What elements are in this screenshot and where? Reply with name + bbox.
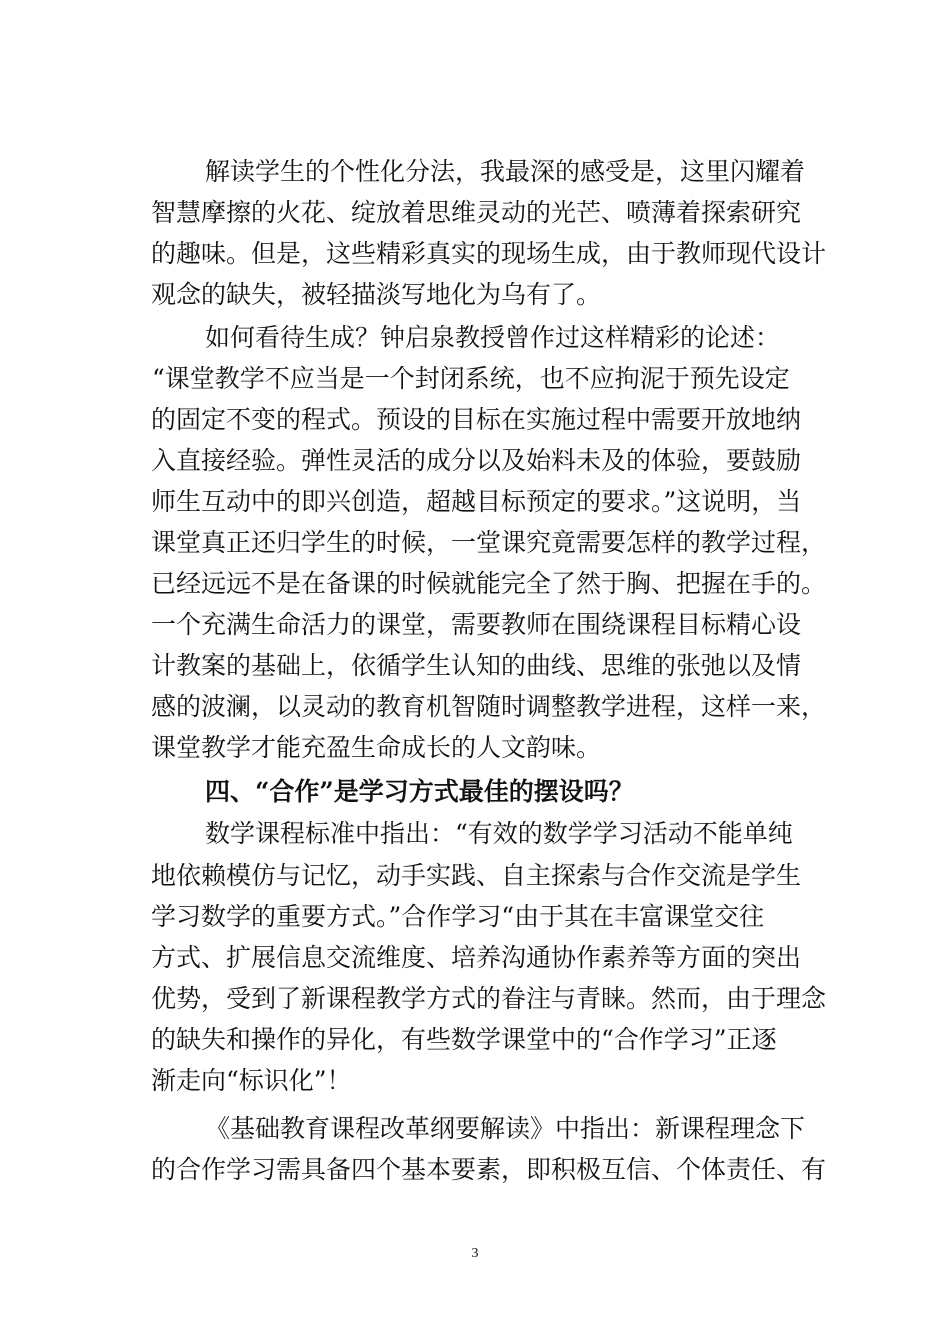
text-line: 观念的缺失，被轻描淡写地化为乌有了。 bbox=[151, 280, 602, 309]
section-heading: 四、“合作”是学习方式最佳的摆设吗？ bbox=[205, 777, 634, 806]
text-line: 数学课程标准中指出：“有效的数学学习活动不能单纯 bbox=[205, 819, 793, 848]
text-line: 入直接经验。弹性灵活的成分以及始料未及的体验，要鼓励 bbox=[151, 446, 802, 475]
text-line: 计教案的基础上，依循学生认知的曲线、思维的张弛以及情 bbox=[151, 651, 802, 680]
text-line: 《基础教育课程改革纲要解读》中指出：新课程理念下 bbox=[205, 1114, 806, 1143]
text-line: 的固定不变的程式。预设的目标在实施过程中需要开放地纳 bbox=[151, 405, 802, 434]
text-line: 优势，受到了新课程教学方式的眷注与青睐。然而，由于理念 bbox=[151, 984, 827, 1013]
text-line: 地依赖模仿与记忆，动手实践、自主探索与合作交流是学生 bbox=[151, 861, 802, 890]
text-line: 如何看待生成？钟启泉教授曾作过这样精彩的论述： bbox=[205, 323, 781, 352]
text-line: 方式、扩展信息交流维度、培养沟通协作素养等方面的突出 bbox=[151, 943, 802, 972]
text-line: 的趣味。但是，这些精彩真实的现场生成，由于教师现代设计 bbox=[151, 239, 827, 268]
text-line: “课堂教学不应当是一个封闭系统，也不应拘泥于预先设定 bbox=[152, 364, 790, 393]
text-line: 学习数学的重要方式。”合作学习“由于其在丰富课堂交往 bbox=[151, 902, 765, 931]
text-line: 感的波澜，以灵动的教育机智随时调整教学进程，这样一来， bbox=[151, 692, 827, 721]
text-line: 智慧摩擦的火花、绽放着思维灵动的光芒、喷薄着探索研究 bbox=[151, 198, 802, 227]
text-line: 渐走向“标识化”！ bbox=[151, 1066, 352, 1095]
text-line: 课堂真正还归学生的时候，一堂课究竟需要怎样的教学过程， bbox=[151, 528, 827, 557]
text-line: 师生互动中的即兴创造，超越目标预定的要求。”这说明，当 bbox=[151, 487, 802, 516]
text-line: 一个充满生命活力的课堂，需要教师在围绕课程目标精心设 bbox=[151, 610, 802, 639]
text-line: 的缺失和操作的异化，有些数学课堂中的“合作学习”正逐 bbox=[151, 1025, 777, 1054]
text-line: 解读学生的个性化分法，我最深的感受是，这里闪耀着 bbox=[205, 157, 806, 186]
page-number: 3 bbox=[471, 1246, 479, 1261]
text-line: 已经远远不是在备课的时候就能完全了然于胸、把握在手的。 bbox=[151, 569, 827, 598]
text-line: 课堂教学才能充盈生命成长的人文韵味。 bbox=[151, 733, 602, 762]
text-line: 的合作学习需具备四个基本要素，即积极互信、个体责任、有 bbox=[151, 1155, 827, 1184]
